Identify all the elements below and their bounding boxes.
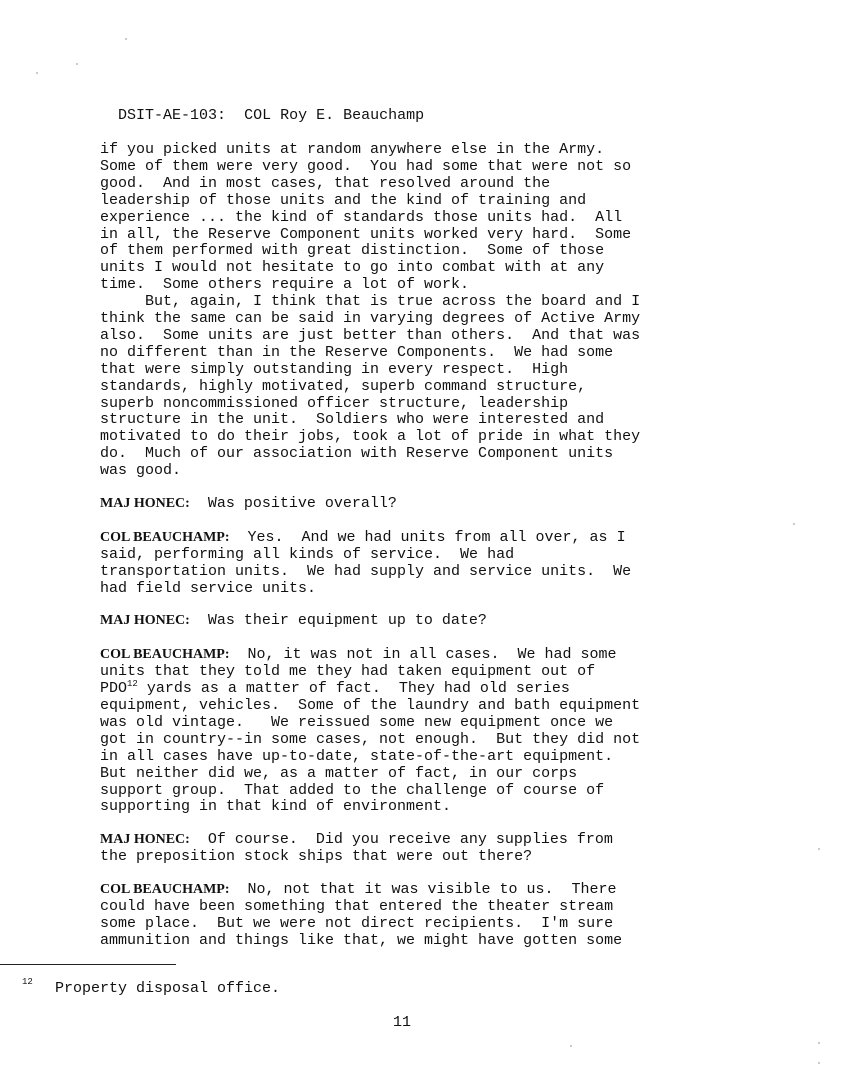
text-line: was good. — [100, 462, 182, 480]
text-line: good. And in most cases, that resolved around the — [100, 174, 551, 192]
footnote-text: Property disposal office. — [55, 980, 281, 997]
text-line: equipment, vehicles. Some of the laundry and bath equipment — [100, 697, 641, 714]
text-line: had field service units. — [100, 579, 317, 597]
footnote-reference: 12 — [127, 679, 138, 689]
scan-speck — [818, 1042, 820, 1044]
text-line: of them performed with great distinction. Some of those — [100, 242, 605, 260]
question-line — [100, 612, 487, 629]
question-line — [100, 831, 613, 848]
dialogue-text: Of course. Did you receive any supplies from — [189, 831, 613, 848]
dialogue-text: No, it was not in all cases. We had some — [229, 646, 617, 663]
text-line: experience ... the kind of standards those units had. All — [100, 208, 623, 226]
text-line: think the same can be said in varying degrees of Active Army — [100, 310, 641, 327]
text-line: supporting in that kind of environment. — [100, 798, 452, 816]
text-line: no different than in the Reserve Components. We had some — [100, 343, 614, 361]
text-line: could have been something that entered the theater stream — [100, 898, 614, 915]
text-line: ammunition and things like that, we might have gotten some — [100, 931, 623, 949]
footnote-separator — [0, 964, 176, 965]
dialogue-text: yards as a matter of fact. They had old series — [137, 680, 570, 697]
scan-speck — [125, 38, 127, 40]
text-line: transportation units. We had supply and service units. We — [100, 562, 632, 580]
text-line: that were simply outstanding in every respect. High — [100, 360, 569, 378]
scan-speck — [76, 63, 78, 65]
scan-speck — [818, 1062, 820, 1064]
speaker-label: COL BEAUCHAMP: — [100, 530, 230, 545]
text-line: superb noncommissioned officer structure, leadership — [100, 394, 569, 412]
text-line: units I would not hesitate to go into combat with at any — [100, 259, 605, 277]
text-line: structure in the unit. Soldiers who were interested and — [100, 411, 605, 429]
text-line: time. Some others require a lot of work. — [100, 276, 470, 294]
question-line — [100, 495, 397, 512]
speaker-label: COL BEAUCHAMP: — [100, 882, 230, 897]
text-line: some place. But we were not direct recipients. I'm sure — [100, 914, 614, 932]
text-line: Some of them were very good. You had some that were not so — [100, 157, 632, 175]
answer-line — [100, 881, 617, 898]
text-line: But, again, I think that is true across the board and I — [100, 293, 641, 311]
dialogue-text: Yes. And we had units from all over, as I — [229, 529, 626, 546]
scan-speck — [793, 523, 795, 525]
text-line: motivated to do their jobs, took a lot of pride in what they — [100, 428, 641, 446]
text-line: got in country--in some cases, not enough. But they did not — [100, 730, 641, 748]
text-line: if you picked units at random anywhere else in the Army. — [100, 141, 605, 158]
text-line: said, performing all kinds of service. We had — [100, 546, 515, 563]
scan-speck — [36, 72, 38, 74]
document-id: DSIT-AE-103: — [118, 107, 227, 124]
speaker-label: MAJ HONEC: — [100, 496, 190, 511]
document-header — [100, 90, 424, 124]
text-line: in all, the Reserve Component units worked very hard. Some — [100, 225, 632, 243]
answer-line — [100, 529, 626, 546]
text-line: support group. That added to the challenge of course of — [100, 781, 605, 799]
text-line: the preposition stock ships that were out there? — [100, 848, 533, 865]
speaker-label: MAJ HONEC: — [100, 832, 190, 847]
answer-line — [100, 646, 617, 663]
speaker-label: MAJ HONEC: — [100, 613, 190, 628]
dialogue-text: Was their equipment up to date? — [189, 612, 487, 629]
footnote-marker: 12 — [22, 977, 33, 987]
speaker-label: COL BEAUCHAMP: — [100, 647, 230, 662]
answer-line-2: units that they told me they had taken equipment out of — [100, 663, 596, 680]
answer-line-3 — [100, 680, 570, 697]
text-line: also. Some units are just better than others. And that was — [100, 326, 641, 344]
scan-speck — [818, 848, 820, 850]
pdo-abbrev: PDO — [100, 680, 128, 697]
text-line: was old vintage. We reissued some new equipment once we — [100, 713, 614, 731]
dialogue-text: Was positive overall? — [189, 495, 397, 512]
text-line: But neither did we, as a matter of fact, in our corps — [100, 764, 578, 782]
scan-speck — [570, 1045, 572, 1047]
text-line: standards, highly motivated, superb command structure, — [100, 377, 587, 395]
text-line: do. Much of our association with Reserve Component units — [100, 445, 614, 463]
dialogue-text: No, not that it was visible to us. There — [229, 881, 617, 898]
interviewee-name: COL Roy E. Beauchamp — [244, 107, 425, 124]
text-line: in all cases have up-to-date, state-of-the-art equipment. — [100, 747, 614, 765]
text-line: leadership of those units and the kind of training and — [100, 191, 587, 209]
page-number: 11 — [393, 1014, 412, 1031]
